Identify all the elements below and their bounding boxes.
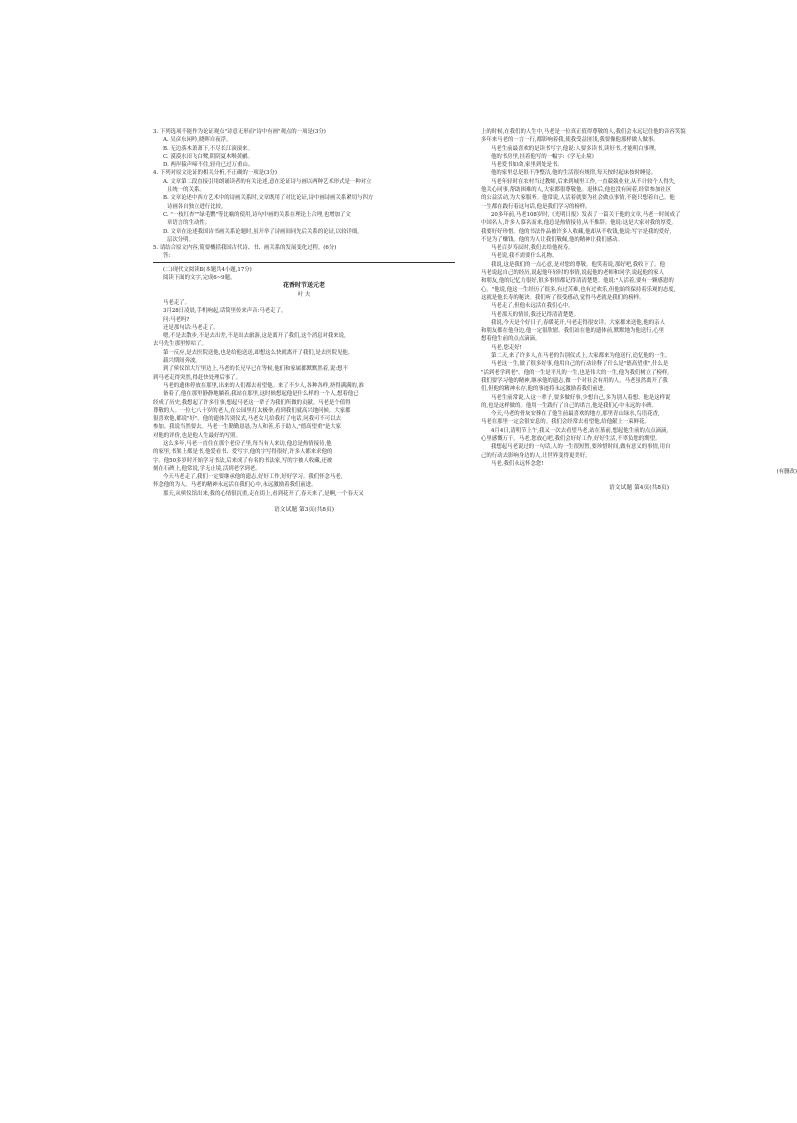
right-text-line: "活到老学到老"。他的一生是平凡的一生,也是伟大的一生,他为我们树立了榜样, [481, 369, 669, 376]
right-text-line: 多年来马老的一言一行,都影响着我,使我受益匪浅,我要像他那样做人做事。 [481, 137, 659, 144]
right-page-footer: 语文试题 第4页(共8页) [608, 485, 670, 492]
exam-sheet [148, 128, 797, 624]
right-text-line: 和朋友,他的记忆力很好,很多事情都记得清清楚楚。他说:"人活着,要有一颗感恩的 [481, 278, 674, 285]
left-text-line: B. 无边落木萧萧下,不尽长江滚滚来。 [163, 145, 253, 152]
left-text-line: 3月28日凌晨,手机响起,话筒里传来声音:马老走了。 [163, 308, 287, 315]
right-text-line: 心。"他说,他这一生经历了很多,有过苦难,也有过欢乐,但他始终保持着乐观的态度, [481, 286, 676, 293]
right-text-line: 我要好好珍惜。他的书法作品被许多人收藏,他却从不收钱,他说:写字是我的爱好, [481, 228, 672, 235]
right-text-line: 上的时候,在我们的人生中,马老是一位真正值得尊敬的人,我们会永远记住他的音容笑貌 [481, 129, 686, 135]
right-text-line: 我说,这是我们的一点心意,是对您的尊敬。他笑着说,那好吧,我收下了。他 [491, 261, 665, 268]
right-text-line: 马老年轻时在农村当过教师,后来到城里工作,一直兢兢业业,从不计较个人得失, [491, 178, 676, 185]
left-text-line: 层次分明。 [167, 236, 194, 243]
right-text-line: 马老生前最喜欢的是读书写字,他说:人要多读书,读好书,才能明白事理。 [491, 145, 660, 152]
right-text-line: 这就是他长寿的秘诀。我们听了很受感动,觉得马老就是我们的榜样。 [481, 294, 645, 301]
right-text-line: 4月4日,清明节上午,我又一次去看望马老,站在墓前,想起他生前的点点滴滴, [491, 427, 669, 434]
right-text-line: 马老,您走好! [491, 344, 522, 351]
right-text-line: 的公益活动,为大家服务。他常说,人活着就要为社会做点事情,不能只想着自己。他 [481, 195, 675, 202]
left-text-line: 的家里,书架上都是书,他爱看书、爱写字,他的字写得很好,许多人都来求他的 [153, 449, 333, 456]
left-text-line: 马老的遗体停放在那里,出来的人们都去看望他。来了不少人,各种各样,挤得满满的,准 [163, 382, 364, 389]
right-text-line: 马老这一生,做了很多好事,他用自己的行动诠释了什么是"德高望重",什么是 [491, 361, 669, 368]
right-text-line: 马老在那里一定会很安息的。我们会经常去看望他,给他献上一束鲜花。 [481, 419, 650, 426]
right-text-line: 马老,我们永远怀念您! [491, 460, 544, 467]
left-text-line: A. 吴彦东闲吟,晓晖自夜浮。 [163, 137, 232, 144]
left-text-line: 很喜欢他,都说"好"。他的遗体告别仪式,马老女儿给我打了电话,问我可不可以去 [153, 416, 341, 423]
right-text-line: 我们要学习他的精神,继承他的遗志,做一个对社会有用的人。马老虽然离开了我 [481, 377, 668, 384]
left-text-line: 4. 下列对原文论证的相关分析,不正确的一项是(3分) [153, 170, 278, 177]
right-text-line: 马老说,我不需要什么礼物。 [491, 253, 558, 260]
right-text-line: 我想起马老说过的一句话,人的一生很短暂,要珍惜时间,做有意义的事情,用自 [491, 444, 671, 451]
right-text-line: (有删改) [776, 469, 797, 476]
right-text-line: 心里感慨万千。马老,您放心吧,我们会好好工作,好好生活,不辜负您的期望。 [481, 435, 661, 442]
left-text-line: 载兴期间奔波。 [163, 358, 201, 365]
left-text-line: (二)现代文阅读Ⅱ(本题共4小题,17分) [163, 266, 252, 273]
left-text-line: 且统一的关系。 [167, 187, 205, 194]
left-text-line: 花香时节送元老 [282, 282, 325, 290]
left-text-line: 问:马老吗? [163, 316, 190, 323]
left-text-line: 尊敬的人。一位七八十岁的老人,在公园里打太极拳,看到我们就高兴地问候。大家都 [153, 407, 351, 414]
left-text-line: 字。他50多岁时开始学习书法,后来成了有名的书法家,写的字被人收藏,还被 [153, 457, 333, 464]
answer-rule [153, 262, 455, 263]
right-text-line: 的,也是这样做的。他用一生践行了自己的诺言,他是我们心中永远的丰碑。 [481, 402, 657, 409]
right-text-line: 我说,今天是个好日子,春暖花开,马老走得很安详。大家都来送他,他的亲人 [491, 319, 665, 326]
page-4-column [481, 128, 797, 624]
left-text-line: 这么多年,马老一直住在那个老房子里,每当有人来访,他总是热情接待,他 [163, 440, 332, 447]
right-text-line: 他的书房里,挂着他写的一幅字:《学无止境》 [491, 153, 597, 160]
left-text-line: D. 两岸猿声啼不住,轻舟已过万重山。 [163, 162, 254, 169]
left-text-line: B. 文章论述中西方艺术中的诗画关系时,文章既用了对比论证,诗中画诗画关系紧切与四方 [163, 195, 374, 202]
right-text-line: 和朋友都在他身边,他一定很欣慰。我们站在他的遗体前,默默地为他送行,心里 [481, 328, 665, 335]
right-text-line: 马老百岁寿辰时,我们去给他祝寿。 [491, 245, 574, 252]
left-text-line: 到了殡仪馆大厅里边上,马老的长兄早已在等候,他们和家属都默默然着,说:想不 [163, 366, 348, 373]
left-text-line: 嗯,不是去散步,不是去出差,不是出去旅游,这是离开了我们,这个消息对我来说, [163, 333, 346, 340]
left-text-line: 对他的评价,也是他人生最好的写照。 [153, 432, 241, 439]
left-text-line: 阅读下面的文字,完成6~9题。 [163, 275, 236, 282]
left-text-line: 章语言的生动性。 [167, 220, 211, 227]
left-text-line: 还是那句话:马老走了。 [163, 324, 219, 331]
left-text-line: 那天,从殡仪馆出来,我的心情很沉重,走在街上,看到花开了,春天来了,是啊,一个春天又 [163, 490, 364, 497]
right-text-line: 己的行动去影响身边的人,让世界变得更美好。 [481, 452, 591, 459]
right-text-line: 马老那天的情景,我还记得清清楚楚。 [491, 311, 579, 318]
right-text-line: 马老爱书如命,家里到处是书。 [491, 162, 563, 169]
left-text-line: 去马先生那里悼唁了。 [153, 341, 207, 348]
right-text-line: 中国名人,许多人慕名而来,他总是热情接待,从不推辞。他说:这是大家对我的厚爱, [481, 220, 673, 227]
left-text-line: 3. 下列选项不能作为论证观点"诗意无形而"诗中有画"观点的一项是(3分) [153, 129, 326, 135]
right-text-line: 他的家里总是很干净整洁,他的生活很有规律,每天按时起床按时睡觉。 [491, 170, 657, 177]
left-text-line: 5. 请结合原文内容,简要概括我国古代诗、书、画关系的发展变化过程。(6分) [153, 245, 337, 252]
left-text-line: 到马老走得突然,得赶快处理后事了。 [153, 374, 241, 381]
left-text-line: 诗画各自独立进行比较。 [167, 203, 227, 210]
left-page-footer: 语文试题 第3页(共8页) [273, 507, 335, 514]
left-text-line: 今天马老走了,我们一定要继承他的遗志,好好工作,好好学习。我们怀念马老, [163, 474, 343, 481]
left-text-line: 备着了,他在那里静静地躺着,我站在那里,这时候想起他是什么样的一个人,想着他已 [163, 391, 359, 398]
left-text-line: 参加。我说当然要去。马老一生勤勤恳恳,为人和善,乐于助人,"德高望重"是大家 [153, 424, 341, 431]
right-text-line: 今天,马老的骨灰安葬在了他生前最喜欢的地方,那里青山绿水,鸟语花香, [491, 411, 660, 418]
right-text-line: 们,但他的精神永存,他的事迹将永远激励着我们前进。 [481, 386, 609, 393]
left-text-line: 刻在石碑上,他常说,学无止境,活到老学到老。 [153, 465, 261, 472]
left-text-line: 叶 夫 [297, 291, 311, 298]
left-text-line: 答: [163, 253, 171, 260]
right-text-line: 马老说起自己的经历,说起他年轻时的事情,说起他的老师和同学,说起他的家人 [481, 270, 665, 277]
right-text-line: 想着他生前的点点滴滴。 [481, 336, 541, 343]
right-text-line: 第二天,来了许多人,在马老的告别仪式上,大家都来为他送行,追忆他的一生。 [491, 353, 671, 360]
right-text-line: 一生都在践行着这句话,他是我们学习的榜样。 [481, 203, 591, 210]
right-text-line: 他关心同事,帮助困难的人,大家都很尊敬他。退休后,他也没有闲着,经常参加社区 [481, 187, 672, 194]
left-text-line: A. 文章第二段直接引用朗诵读者的有关论述,意在论证诗与画以两种艺术形式是一种对立 [163, 178, 372, 185]
left-text-line: 经成了历史,我想起了许多往事,想起马老这一辈子为我们所做的贡献。马老是个值得 [153, 399, 351, 406]
left-text-line: 怀念他的为人。马老的精神永远活在我们心中,永远激励着我们前进。 [153, 482, 317, 489]
left-text-line: 马老走了。 [163, 299, 190, 306]
right-text-line: 马老生前常说,人这一辈子,要多做好事,少想自己,多为别人着想。他是这样说 [491, 394, 671, 401]
left-text-line: 第一反应,是去医院送他,也是给他送送,却想这么快就离开了我们,是去医院见他。 [163, 349, 354, 356]
left-text-line: D. 文章在论述我国诗书画关系论题时,虽开举了诗画间同先后关系的论证,以较详细, [163, 228, 359, 235]
right-text-line: 马老走了,但他永远活在我们心中。 [491, 303, 574, 310]
right-text-line: 20多年前,马老108岁时,《光明日报》发表了一篇关于他的文章,马老一时间成了 [491, 211, 681, 218]
page-3-column [153, 128, 455, 624]
right-text-line: 不是为了赚钱。他的为人让我们敬佩,他的精神让我们感动。 [481, 236, 623, 243]
left-text-line: C. 漠漠水田飞白鹭,阴阴夏木啭黄鹂。 [163, 153, 253, 160]
left-text-line: C. "一枝红杏""绿毛鹦"等比喻的使用,诗句中画的关系在理论上合理,也增加了文 [163, 211, 351, 218]
